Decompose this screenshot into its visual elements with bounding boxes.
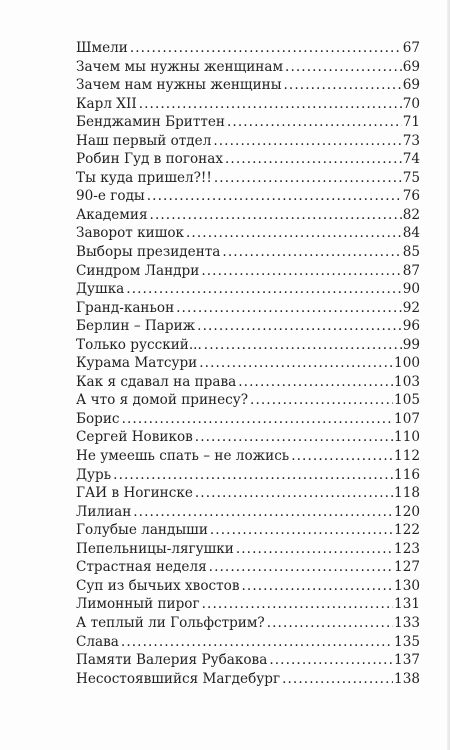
- toc-dot-leader: [209, 558, 393, 577]
- toc-entry: [76, 206, 420, 225]
- toc-entry-page-number: 87: [402, 262, 420, 279]
- toc-entry: [76, 484, 420, 503]
- toc-dot-leader: [121, 633, 393, 652]
- toc-entry-page-number: 67: [402, 40, 420, 56]
- toc-entry-page-number: 82: [402, 206, 420, 223]
- toc-entry: [76, 76, 420, 95]
- toc-entry-title: Лилиан: [76, 503, 132, 520]
- toc-entry-title: Борис: [76, 410, 120, 427]
- toc-entry: [76, 150, 420, 169]
- toc-entry-title: Страстная неделя: [76, 559, 207, 576]
- toc-entry-title: Шмели: [76, 40, 128, 56]
- toc-entry-page-number: 84: [402, 225, 420, 242]
- toc-entry: [76, 187, 420, 206]
- toc-entry-page-number: 120: [394, 503, 420, 520]
- toc-entry: [76, 280, 420, 299]
- toc-entry-title: 90-е годы: [76, 188, 145, 205]
- toc-entry-page-number: 110: [394, 429, 420, 446]
- toc-entry-title: Выборы президента: [76, 244, 221, 261]
- toc-entry: [76, 410, 420, 429]
- toc-entry: [76, 224, 420, 243]
- toc-entry-page-number: 92: [402, 299, 420, 316]
- toc-entry-page-number: 99: [402, 336, 420, 353]
- toc-entry-page-number: 137: [394, 652, 420, 669]
- toc-entry: [76, 169, 420, 188]
- toc-entry-title: Пепельницы-лягушки: [76, 540, 234, 557]
- toc-entry-page-number: 74: [402, 151, 420, 168]
- toc-entry-title: ГАИ в Ногинске: [76, 485, 193, 502]
- toc-entry-title: Суп из бычьих хвостов: [76, 577, 240, 594]
- toc-entry-page-number: 123: [394, 540, 420, 557]
- toc-dot-leader: [225, 150, 402, 169]
- toc-entry: [76, 336, 420, 355]
- toc-entry-title: Лимонный пирог: [76, 596, 200, 613]
- toc-dot-leader: [242, 577, 394, 596]
- toc-entry-page-number: 118: [394, 485, 420, 502]
- toc-entry: [76, 670, 420, 689]
- toc-entry: [76, 466, 420, 485]
- toc-dot-leader: [130, 39, 402, 58]
- toc-entry-title: Зачем мы нужны женщинам: [76, 58, 284, 75]
- toc-dot-leader: [139, 95, 402, 114]
- toc-dot-leader: [201, 262, 401, 281]
- toc-entry-page-number: 107: [394, 410, 420, 427]
- toc-entry: [76, 113, 420, 132]
- toc-entry-title: Зачем нам нужны женщины: [76, 77, 282, 94]
- toc-entry: [76, 354, 420, 373]
- toc-entry-page-number: 133: [394, 614, 420, 631]
- toc-dot-leader: [227, 113, 402, 132]
- toc-entry-title: Заворот кишок: [76, 225, 185, 242]
- toc-entry-title: Как я сдавал на права: [76, 373, 237, 390]
- toc-entry: [76, 595, 420, 614]
- toc-dot-leader: [176, 299, 402, 318]
- toc-dot-leader: [291, 447, 393, 466]
- toc-entry-title: Робин Гуд в погонах: [76, 151, 224, 168]
- toc-dot-leader: [282, 670, 393, 689]
- toc-entry: [76, 317, 420, 336]
- toc-dot-leader: [222, 243, 401, 262]
- toc-dot-leader: [236, 540, 393, 559]
- toc-entry-title: Сергей Новиков: [76, 429, 193, 446]
- toc-entry-page-number: 85: [402, 244, 420, 261]
- toc-entry: [76, 521, 420, 540]
- table-of-contents: [76, 39, 420, 688]
- toc-entry-page-number: 69: [402, 77, 420, 94]
- toc-entry-title: Синдром Ландри: [76, 262, 200, 279]
- toc-entry: [76, 391, 420, 410]
- toc-entry-page-number: 69: [402, 58, 420, 75]
- toc-entry: [76, 373, 420, 392]
- toc-entry-title: Карл XII: [76, 95, 137, 112]
- toc-entry-title: Гранд-каньон: [76, 299, 175, 316]
- toc-dot-leader: [199, 354, 393, 373]
- toc-dot-leader: [147, 187, 402, 206]
- toc-entry-title: Академия: [76, 206, 148, 223]
- toc-entry-page-number: 71: [402, 114, 420, 131]
- toc-entry-page-number: 96: [402, 318, 420, 335]
- toc-dot-leader: [150, 206, 402, 225]
- toc-entry: [76, 651, 420, 670]
- toc-dot-leader: [113, 466, 393, 485]
- toc-dot-leader: [213, 132, 401, 151]
- toc-dot-leader: [195, 484, 393, 503]
- toc-entry-page-number: 105: [394, 392, 420, 409]
- toc-entry-page-number: 112: [394, 448, 420, 465]
- toc-entry-title: Курама Матсури: [76, 355, 198, 372]
- toc-entry: [76, 243, 420, 262]
- toc-dot-leader: [210, 521, 393, 540]
- toc-entry-title: Голубые ландыши: [76, 522, 208, 539]
- toc-entry: [76, 132, 420, 151]
- toc-dot-leader: [250, 391, 393, 410]
- toc-entry-page-number: 100: [394, 355, 420, 372]
- toc-entry-page-number: 131: [394, 596, 420, 613]
- toc-entry-page-number: 135: [394, 633, 420, 650]
- toc-entry-title: Несостоявшийся Магдебург: [76, 670, 281, 687]
- toc-entry-title: Не умеешь спать – не ложись: [76, 448, 290, 465]
- toc-dot-leader: [202, 595, 393, 614]
- toc-entry-page-number: 75: [402, 169, 420, 186]
- toc-dot-leader: [197, 317, 402, 336]
- toc-entry: [76, 540, 420, 559]
- toc-entry-title: Дурь: [76, 466, 112, 483]
- toc-dot-leader: [267, 614, 393, 633]
- toc-entry: [76, 558, 420, 577]
- toc-dot-leader: [122, 410, 393, 429]
- toc-entry-page-number: 127: [394, 559, 420, 576]
- toc-entry-title: Памяти Валерия Рубакова: [76, 652, 268, 669]
- toc-dot-leader: [186, 224, 402, 243]
- toc-dot-leader: [269, 651, 393, 670]
- toc-dot-leader: [204, 336, 402, 355]
- toc-entry-title: Слава: [76, 633, 119, 650]
- toc-entry: [76, 614, 420, 633]
- toc-entry: [76, 95, 420, 114]
- toc-dot-leader: [285, 58, 402, 77]
- toc-dot-leader: [133, 503, 393, 522]
- toc-dot-leader: [126, 280, 401, 299]
- toc-entry-title: Только русский...: [76, 336, 202, 353]
- toc-dot-leader: [284, 76, 402, 95]
- toc-entry: [76, 262, 420, 281]
- toc-entry-page-number: 138: [394, 670, 420, 687]
- toc-entry: [76, 299, 420, 318]
- toc-entry-title: Ты куда пришел?!!: [76, 169, 212, 186]
- toc-entry-page-number: 70: [402, 95, 420, 112]
- toc-entry-title: Наш первый отдел: [76, 132, 212, 149]
- toc-entry: [76, 633, 420, 652]
- toc-entry-title: Бенджамин Бриттен: [76, 114, 225, 131]
- toc-entry: [76, 58, 420, 77]
- toc-entry-title: Берлин – Париж: [76, 318, 196, 335]
- toc-entry-page-number: 73: [402, 132, 420, 149]
- toc-entry-page-number: 103: [394, 373, 420, 390]
- toc-entry-page-number: 130: [394, 577, 420, 594]
- toc-dot-leader: [214, 169, 402, 188]
- toc-entry: [76, 503, 420, 522]
- toc-entry-page-number: 76: [402, 188, 420, 205]
- toc-dot-leader: [238, 373, 393, 392]
- toc-entry-title: Душка: [76, 281, 125, 298]
- toc-entry-page-number: 122: [394, 522, 420, 539]
- toc-dot-leader: [195, 428, 393, 447]
- toc-entry-title: А что я домой принесу?: [76, 392, 249, 409]
- toc-entry: [76, 39, 420, 58]
- toc-entry: [76, 428, 420, 447]
- toc-entry-page-number: 90: [402, 281, 420, 298]
- toc-entry: [76, 447, 420, 466]
- toc-entry: [76, 577, 420, 596]
- toc-entry-page-number: 116: [394, 466, 420, 483]
- toc-entry-title: А теплый ли Гольфстрим?: [76, 614, 265, 631]
